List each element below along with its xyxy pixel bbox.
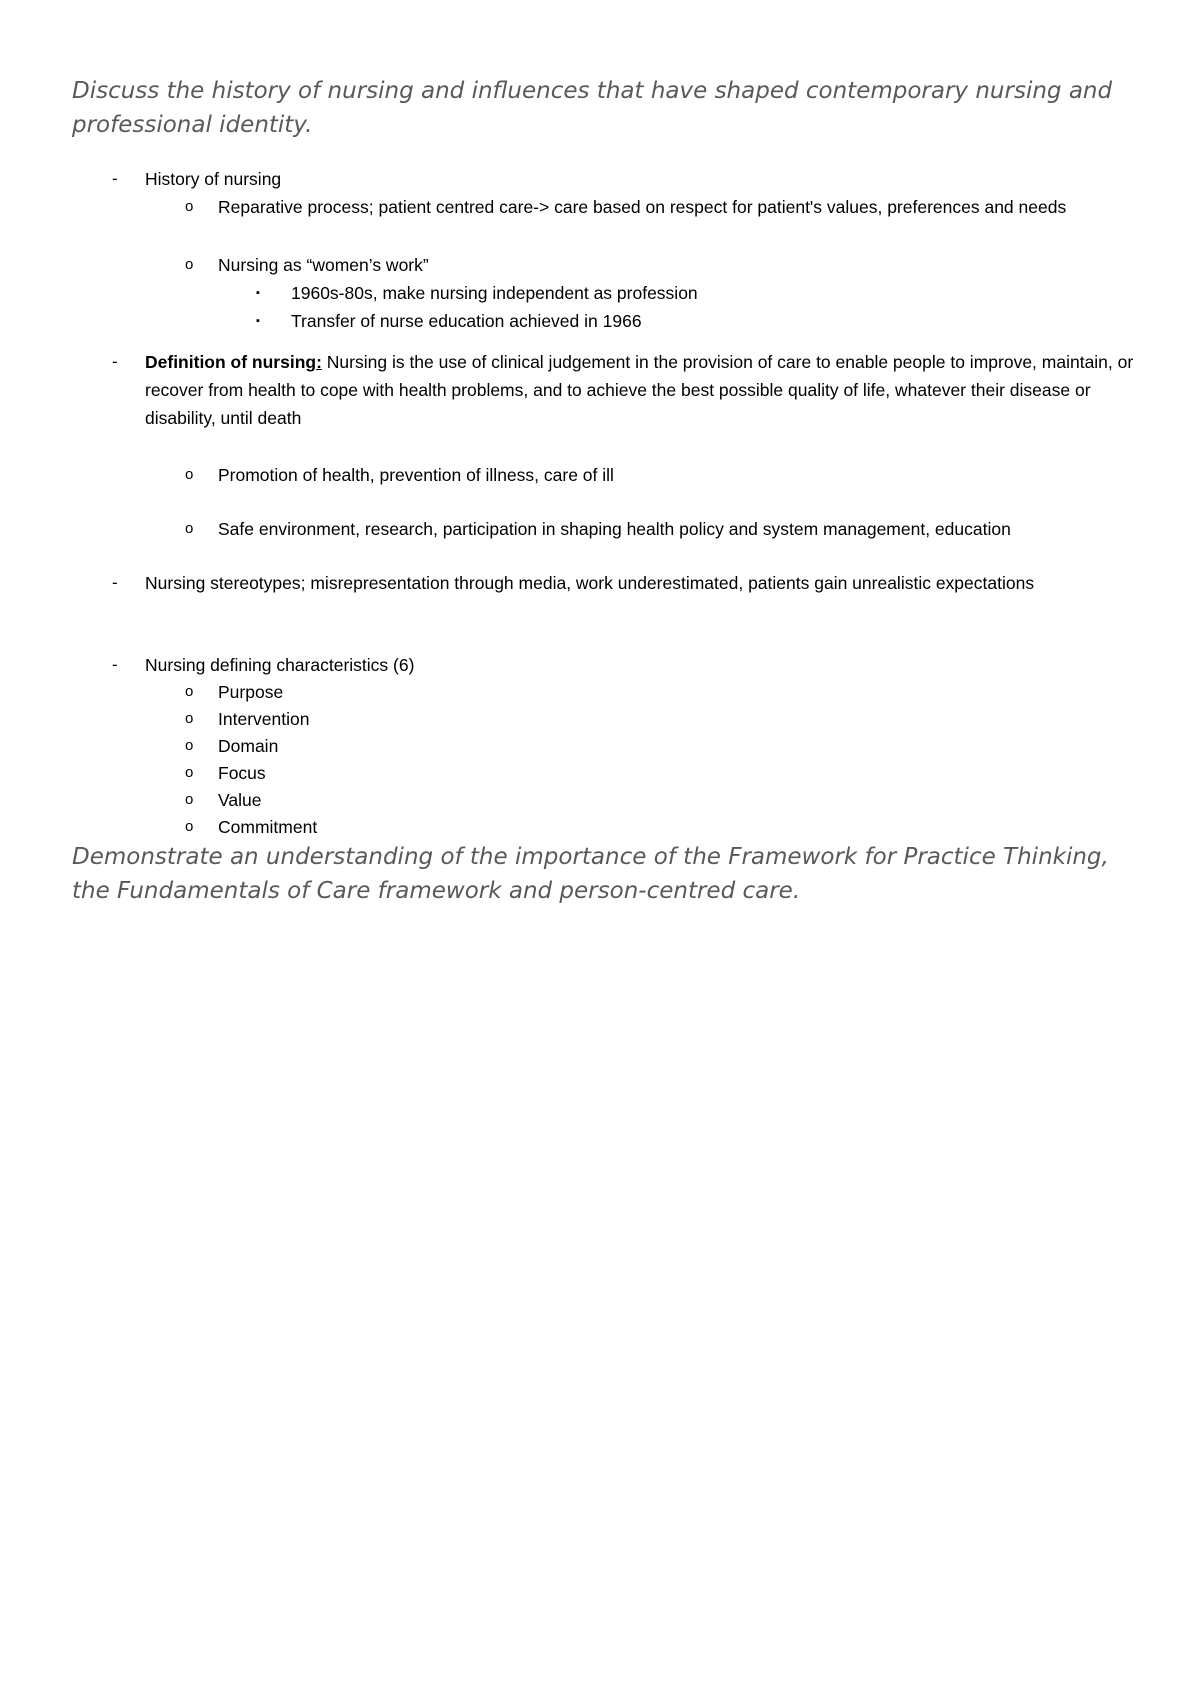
- definition-item: Promotion of health, prevention of illness, care of ill: [218, 465, 614, 485]
- circle-bullet: o: [185, 198, 194, 215]
- history-sub1: Reparative process; patient centred care-> care based on respect for patient's values, preferences and needs: [218, 197, 1067, 217]
- definition-paragraph: [145, 348, 1135, 432]
- history-label: History of nursing: [145, 169, 282, 189]
- square-bullet: ▪: [256, 287, 260, 299]
- circle-bullet: o: [185, 466, 194, 483]
- history-sub2-item: 1960s-80s, make nursing independent as profession: [291, 283, 698, 303]
- dash-bullet: -: [112, 169, 118, 188]
- definition-label: Definition of nursing: [145, 352, 317, 372]
- circle-bullet: o: [185, 737, 194, 754]
- dash-bullet: -: [112, 573, 118, 592]
- characteristic-item: Purpose: [218, 682, 284, 702]
- circle-bullet: o: [185, 764, 194, 781]
- circle-bullet: o: [185, 710, 194, 727]
- definition-text: Nursing is the use of clinical judgement in the provision of care to enable people to improve, maintain, or recover from health to cope with health problems, and to achieve the best possible quality of life, whatever their disease or disability, until death: [145, 352, 1134, 428]
- dash-bullet: -: [112, 352, 118, 371]
- stereotypes-text: Nursing stereotypes; misrepresentation through media, work underestimated, patients gain unrealistic expectations: [145, 573, 1035, 593]
- characteristic-item: Intervention: [218, 709, 310, 729]
- heading-history: Discuss the history of nursing and influences that have shaped contemporary nursing and professional identity.: [72, 78, 1113, 138]
- definition-item: Safe environment, research, participation in shaping health policy and system management, education: [218, 519, 1011, 539]
- dash-bullet: -: [112, 655, 118, 674]
- circle-bullet: o: [185, 818, 194, 835]
- circle-bullet: o: [185, 791, 194, 808]
- history-sub2-item: Transfer of nurse education achieved in 1966: [291, 311, 642, 331]
- circle-bullet: o: [185, 256, 194, 273]
- characteristic-item: Commitment: [218, 817, 318, 837]
- circle-bullet: o: [185, 520, 194, 537]
- square-bullet: ▪: [256, 315, 260, 327]
- characteristic-item: Value: [218, 790, 262, 810]
- heading-framework: Demonstrate an understanding of the importance of the Framework for Practice Thinking, the Fundamentals of Care framework and person-centred care.: [72, 844, 1109, 904]
- circle-bullet: o: [185, 683, 194, 700]
- definition-colon: :: [316, 352, 322, 372]
- characteristics-label: Nursing defining characteristics (6): [145, 655, 415, 675]
- history-sub2: Nursing as “women’s work”: [218, 255, 429, 275]
- characteristic-item: Focus: [218, 763, 266, 783]
- characteristic-item: Domain: [218, 736, 279, 756]
